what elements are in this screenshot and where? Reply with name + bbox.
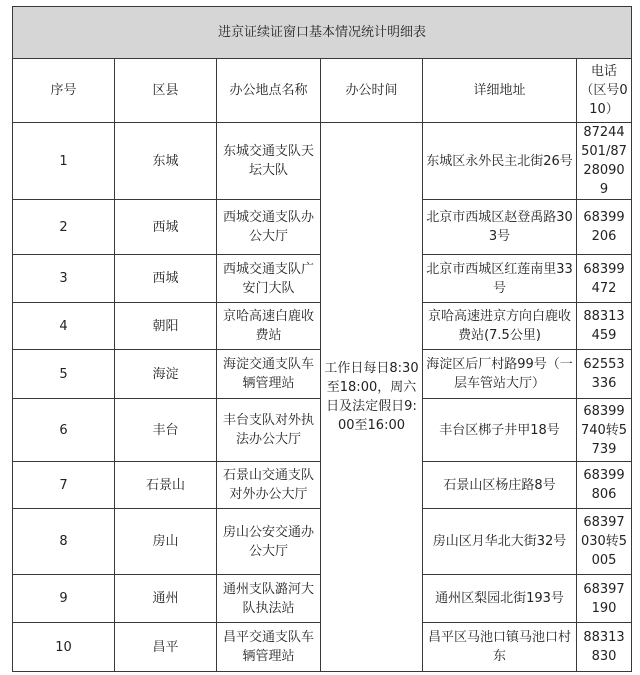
row-phone: 68399472 — [577, 255, 632, 303]
row-phone: 68397190 — [577, 575, 632, 623]
row-address: 北京市西城区赵登禹路303号 — [423, 200, 577, 255]
row-office-name: 丰台支队对外执法办公大厅 — [217, 399, 321, 462]
row-office-name: 西城交通支队办公大厅 — [217, 200, 321, 255]
row-district: 西城 — [115, 255, 217, 303]
row-district: 石景山 — [115, 462, 217, 509]
header-district: 区县 — [115, 59, 217, 123]
row-no: 3 — [13, 255, 115, 303]
office-hours-cell: 工作日每日8:30至18:00，周六日及法定假日9:00至16:00 — [321, 123, 423, 672]
row-office-name: 京哈高速白鹿收费站 — [217, 303, 321, 350]
row-office-name: 东城交通支队天坛大队 — [217, 123, 321, 200]
row-address: 北京市西城区红莲南里33号 — [423, 255, 577, 303]
row-district: 海淀 — [115, 350, 217, 399]
row-district: 房山 — [115, 509, 217, 575]
row-phone: 88313830 — [577, 623, 632, 672]
row-district: 丰台 — [115, 399, 217, 462]
row-office-name: 昌平交通支队车辆管理站 — [217, 623, 321, 672]
row-no: 10 — [13, 623, 115, 672]
row-no: 7 — [13, 462, 115, 509]
statistics-table — [12, 6, 632, 672]
row-office-name: 房山公安交通办公大厅 — [217, 509, 321, 575]
header-row — [13, 59, 632, 123]
header-no: 序号 — [13, 59, 115, 123]
header-office-name: 办公地点名称 — [217, 59, 321, 123]
row-phone: 88313459 — [577, 303, 632, 350]
row-district: 朝阳 — [115, 303, 217, 350]
row-phone: 68399206 — [577, 200, 632, 255]
row-address: 海淀区后厂村路99号（一层车管站大厅） — [423, 350, 577, 399]
row-no: 6 — [13, 399, 115, 462]
row-district: 东城 — [115, 123, 217, 200]
row-district: 通州 — [115, 575, 217, 623]
row-office-name: 石景山交通支队对外办公大厅 — [217, 462, 321, 509]
row-phone: 68397030转5005 — [577, 509, 632, 575]
table-row — [13, 123, 632, 200]
row-district: 西城 — [115, 200, 217, 255]
row-no: 8 — [13, 509, 115, 575]
row-address: 石景山区杨庄路8号 — [423, 462, 577, 509]
row-no: 5 — [13, 350, 115, 399]
row-address: 昌平区马池口镇马池口村东 — [423, 623, 577, 672]
row-address: 东城区永外民主北街26号 — [423, 123, 577, 200]
row-address: 通州区梨园北街193号 — [423, 575, 577, 623]
row-office-name: 西城交通支队广安门大队 — [217, 255, 321, 303]
row-no: 1 — [13, 123, 115, 200]
table-title: 进京证续证窗口基本情况统计明细表 — [13, 7, 632, 59]
row-phone: 87244501/87280909 — [577, 123, 632, 200]
row-office-name: 通州支队潞河大队执法站 — [217, 575, 321, 623]
row-phone: 62553336 — [577, 350, 632, 399]
row-office-name: 海淀交通支队车辆管理站 — [217, 350, 321, 399]
row-address: 丰台区梆子井甲18号 — [423, 399, 577, 462]
row-district: 昌平 — [115, 623, 217, 672]
row-no: 2 — [13, 200, 115, 255]
header-address: 详细地址 — [423, 59, 577, 123]
row-phone: 68399740转5739 — [577, 399, 632, 462]
row-phone: 68399806 — [577, 462, 632, 509]
row-no: 4 — [13, 303, 115, 350]
row-address: 京哈高速进京方向白鹿收费站(7.5公里) — [423, 303, 577, 350]
title-row — [13, 7, 632, 59]
row-address: 房山区月华北大街32号 — [423, 509, 577, 575]
header-office-hours: 办公时间 — [321, 59, 423, 123]
row-no: 9 — [13, 575, 115, 623]
header-phone: 电话（区号010） — [577, 59, 632, 123]
